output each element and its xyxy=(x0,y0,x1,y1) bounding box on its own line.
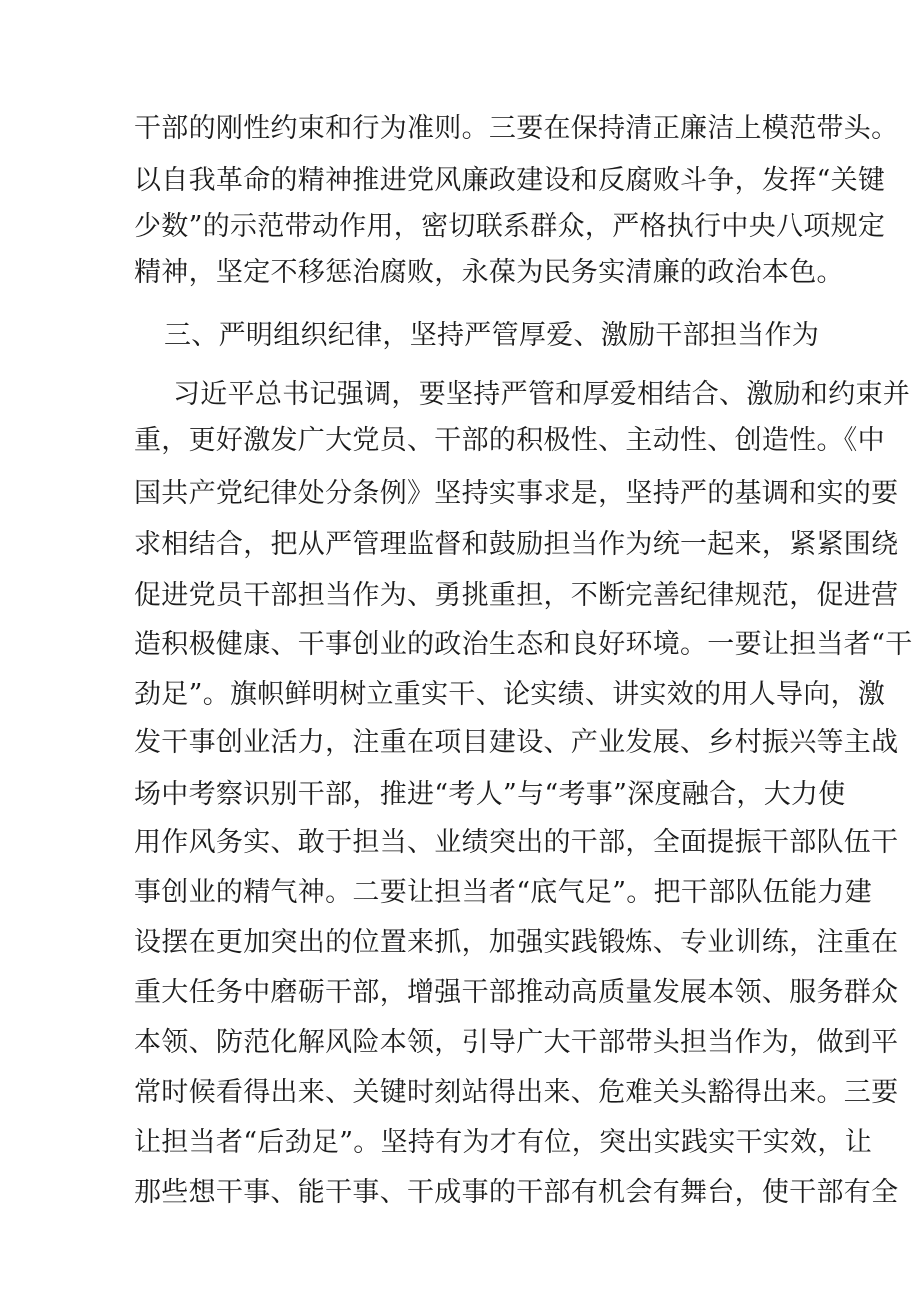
text-line: 少数”的示范带动作用，密切联系群众，严格执行中央八项规定 xyxy=(134,211,886,242)
text-line: 常时候看得出来、关键时刻站得出来、危难关头豁得出来。三要 xyxy=(134,1077,899,1108)
text-line: 本领、防范化解风险本领，引导广大干部带头担当作为，做到平 xyxy=(134,1027,899,1058)
text-line: 求相结合，把从严管理监督和鼓励担当作为统一起来，紧紧围绕 xyxy=(134,529,899,560)
text-line: 设摆在更加突出的位置来抓，加强实践锻炼、专业训练，注重在 xyxy=(134,927,899,958)
text-line: 重大任务中磨砺干部，增强干部推动高质量发展本领、服务群众 xyxy=(134,977,899,1008)
text-line: 那些想干事、能干事、干成事的干部有机会有舞台，使干部有全 xyxy=(134,1177,899,1208)
text-line: 用作风务实、敢于担当、业绩突出的干部，全面提振干部队伍干 xyxy=(134,827,899,858)
text-line: 发干事创业活力，注重在项目建设、产业发展、乡村振兴等主战 xyxy=(134,727,899,758)
text-line: 以自我革命的精神推进党风廉政建设和反腐败斗争，发挥“关键 xyxy=(134,165,886,196)
text-line: 让担当者“后劲足”。坚持有为才有位，突出实践实干实效，让 xyxy=(134,1127,873,1158)
text-line: 促进党员干部担当作为、勇挑重担，不断完善纪律规范，促进营 xyxy=(134,580,899,611)
text-line: 精神，坚定不移惩治腐败，永葆为民务实清廉的政治本色。 xyxy=(134,257,844,288)
text-line: 场中考察识别干部，推进“考人”与“考事”深度融合，大力使 xyxy=(134,779,846,810)
text-line: 国共产党纪律处分条例》坚持实事求是，坚持严的基调和实的要 xyxy=(134,478,899,509)
text-line: 劲足”。旗帜鲜明树立重实干、论实绩、讲实效的用人导向，激 xyxy=(134,679,886,710)
text-line: 干部的刚性约束和行为准则。三要在保持清正廉洁上模范带头。 xyxy=(134,113,899,144)
text-line: 重，更好激发广大党员、干部的积极性、主动性、创造性。《中 xyxy=(134,425,885,456)
section-heading: 三、严明组织纪律，坚持严管厚爱、激励干部担当作为 xyxy=(164,320,820,351)
text-line: 造积极健康、干事创业的政治生态和良好环境。一要让担当者“干 xyxy=(134,629,913,660)
text-line: 习近平总书记强调，要坚持严管和厚爱相结合、激励和约束并 xyxy=(173,379,911,410)
text-line: 事创业的精气神。二要让担当者“底气足”。把干部队伍能力建 xyxy=(134,877,873,908)
